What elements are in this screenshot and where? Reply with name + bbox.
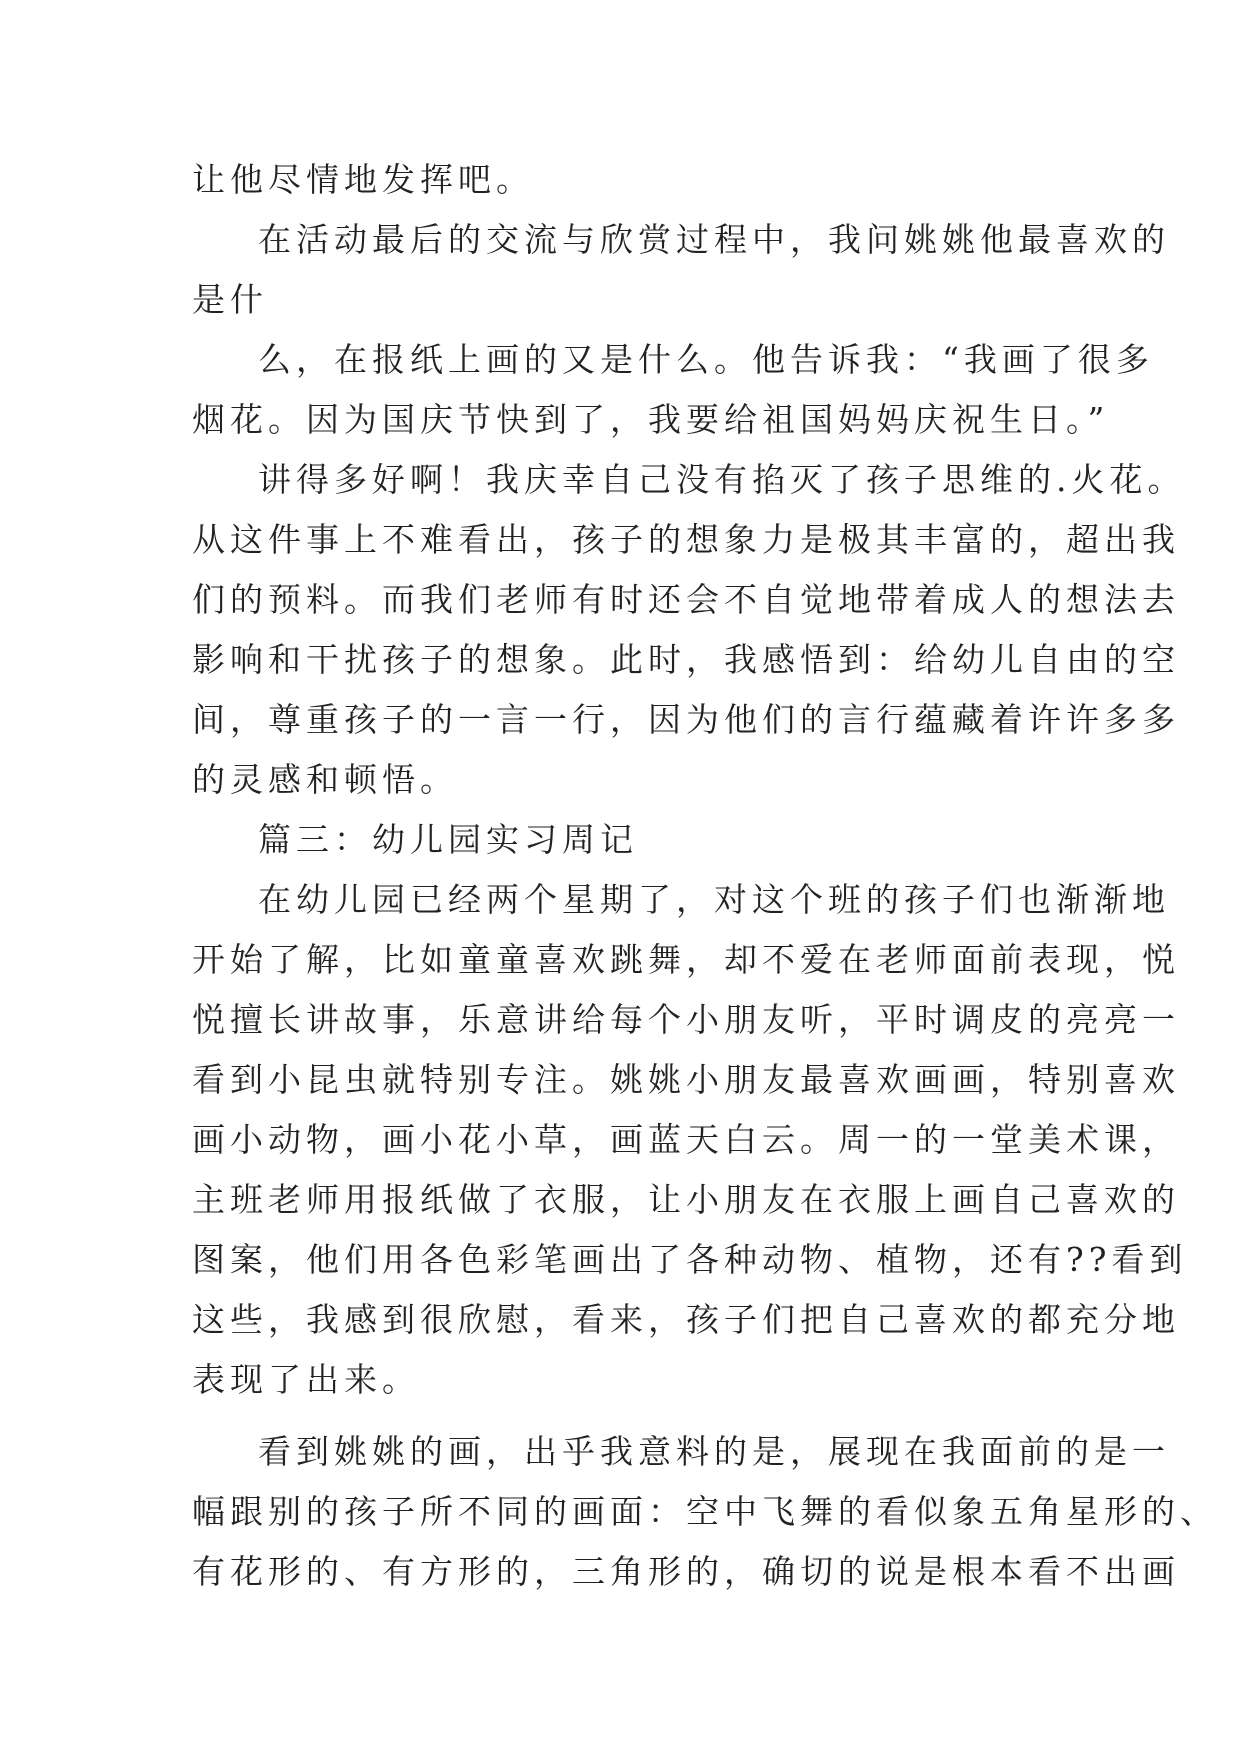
text-line: 影响和干扰孩子的想象。此时，我感悟到：给幼儿自由的空 xyxy=(192,640,1180,679)
text-line: 么，在报纸上画的又是什么。他告诉我：“我画了很多 xyxy=(258,340,1154,379)
text-line: 开始了解，比如童童喜欢跳舞，却不爱在老师面前表现，悦 xyxy=(192,940,1180,979)
text-line: 幅跟别的孩子所不同的画面：空中飞舞的看似象五角星形的、 xyxy=(192,1492,1218,1531)
text-line: 表现了出来。 xyxy=(192,1360,420,1399)
text-line: 讲得多好啊！我庆幸自己没有掐灭了孩子思维的.火花。 xyxy=(258,460,1186,499)
text-line: 画小动物，画小花小草，画蓝天白云。周一的一堂美术课， xyxy=(192,1120,1180,1159)
text-line: 看到姚姚的画，出乎我意料的是，展现在我面前的是一 xyxy=(258,1432,1170,1471)
text-line: 在活动最后的交流与欣赏过程中，我问姚姚他最喜欢的 xyxy=(258,220,1170,259)
text-line: 在幼儿园已经两个星期了，对这个班的孩子们也渐渐地 xyxy=(258,880,1170,919)
paragraph-gap xyxy=(192,1410,1072,1422)
text-line: 这些，我感到很欣慰，看来，孩子们把自己喜欢的都充分地 xyxy=(192,1300,1180,1339)
text-line: 主班老师用报纸做了衣服，让小朋友在衣服上画自己喜欢的 xyxy=(192,1180,1180,1219)
document-body xyxy=(192,150,1218,1602)
text-line: 是什 xyxy=(192,280,268,319)
text-line: 图案，他们用各色彩笔画出了各种动物、植物，还有??看到 xyxy=(192,1240,1188,1279)
text-line: 看到小昆虫就特别专注。姚姚小朋友最喜欢画画，特别喜欢 xyxy=(192,1060,1180,1099)
text-line: 间，尊重孩子的一言一行，因为他们的言行蕴藏着许许多多 xyxy=(192,700,1180,739)
text-line: 的灵感和顿悟。 xyxy=(192,760,458,799)
text-line: 让他尽情地发挥吧。 xyxy=(192,160,534,199)
text-line: 有花形的、有方形的，三角形的，确切的说是根本看不出画 xyxy=(192,1552,1180,1591)
section-heading: 篇三：幼儿园实习周记 xyxy=(258,820,638,859)
text-line: 们的预料。而我们老师有时还会不自觉地带着成人的想法去 xyxy=(192,580,1180,619)
text-line: 从这件事上不难看出，孩子的想象力是极其丰富的，超出我 xyxy=(192,520,1180,559)
text-line: 悦擅长讲故事，乐意讲给每个小朋友听，平时调皮的亮亮一 xyxy=(192,1000,1180,1039)
text-line: 烟花。因为国庆节快到了，我要给祖国妈妈庆祝生日。” xyxy=(192,400,1110,439)
